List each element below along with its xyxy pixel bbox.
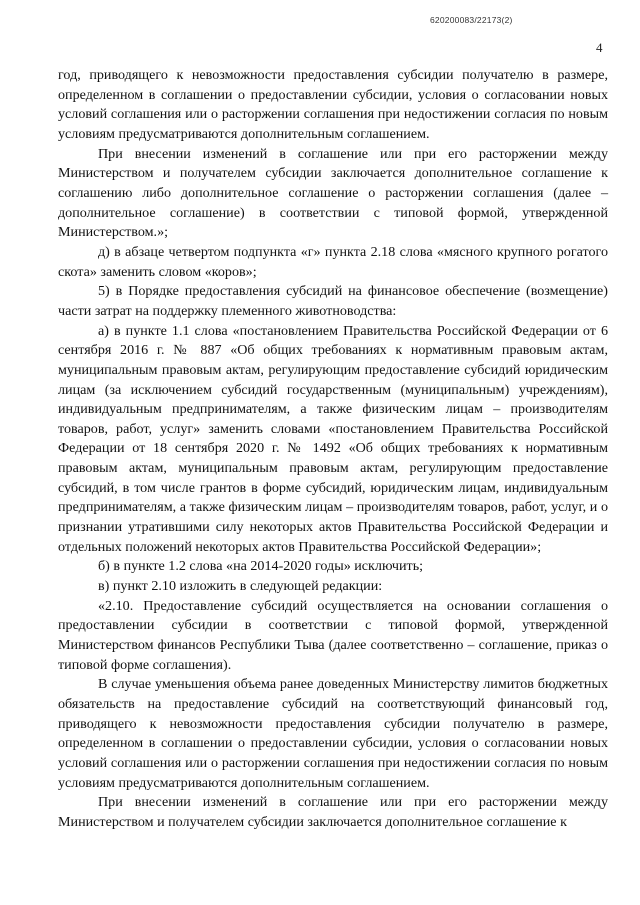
page-number: 4 xyxy=(596,40,603,55)
document-body xyxy=(58,66,608,833)
paragraph: в) пункт 2.10 изложить в следующей редакции: xyxy=(98,578,383,595)
paragraph: При внесении изменений в соглашение или при его расторжении между Министерством и получателем субсидии заключается дополнительное соглашение к соглашению либо дополнительное соглашение о расторжении соглашения (далее – дополнительное соглашение) в соответствии с типовой формой, утвержденной Министерством.»; xyxy=(58,145,608,241)
paragraph: При внесении изменений в соглашение или при его расторжении между Министерством и получателем субсидии заключается дополнительное соглашение к xyxy=(58,794,608,830)
paragraph: д) в абзаце четвертом подпункта «г» пункта 2.18 слова «мясного крупного рогатого скота» заменить словом «коров»; xyxy=(58,243,608,280)
paragraph: «2.10. Предоставление субсидий осуществляется на основании соглашения о предоставлении субсидии в соответствии с типовой формой, утвержденной Министерством финансов Республики Тыва (далее соответственно – соглашение, приказ о типовой форме соглашения). xyxy=(58,597,608,673)
document-id: 620200083/22173(2) xyxy=(430,15,513,25)
paragraph: год, приводящего к невозможности предоставления субсидии получателю в размере, определенном в соглашении о предоставлении субсидии, условия о согласовании новых условий соглашения или о расторжении соглашения при недостижении согласия по новым условиям предусматриваются дополнительным соглашением. xyxy=(58,67,608,142)
paragraph: б) в пункте 1.2 слова «на 2014-2020 годы» исключить; xyxy=(98,558,424,575)
paragraph: В случае уменьшения объема ранее доведенных Министерству лимитов бюджетных обязательств на предоставление субсидий на соответствующий финансовый год, приводящего к невозможности предоставления субсидии получателю в размере, определенном в соглашении о предоставлении субсидии, условия о согласовании новых условий соглашения или о расторжении соглашения при недостижении согласия по новым условиям предусматриваются дополнительным соглашением. xyxy=(58,676,608,791)
paragraph: а) в пункте 1.1 слова «постановлением Правительства Российской Федерации от 6 сентября 2016 г. № 887 «Об общих требованиях к нормативным правовым актам, муниципальным правовым актам, регулирующим предоставление субсидий юридическим лицам (за исключением субсидий государственным (муниципальным) учреждениям), индивидуальным предпринимателям, а также физическим лицам – производителям товаров, работ, услуг» заменить словами «постановлением Правительства Российской Федерации от 18 сентября 2020 г. № 1492 «Об общих требованиях к нормативным правовым актам, муниципальным правовым актам, регулирующим предоставление субсидий, в том числе грантов в форме субсидий, юридическим лицам, индивидуальным предпринимателям, а также физическим лицам – производителям товаров, работ, услуг, и о признании утратившими силу некоторых актов Правительства Российской Федерации и отдельных положений некоторых актов Правительства Российской Федерации»; xyxy=(58,322,608,555)
paragraph: 5) в Порядке предоставления субсидий на финансовое обеспечение (возмещение) части затрат на поддержку племенного животноводства: xyxy=(58,283,608,319)
